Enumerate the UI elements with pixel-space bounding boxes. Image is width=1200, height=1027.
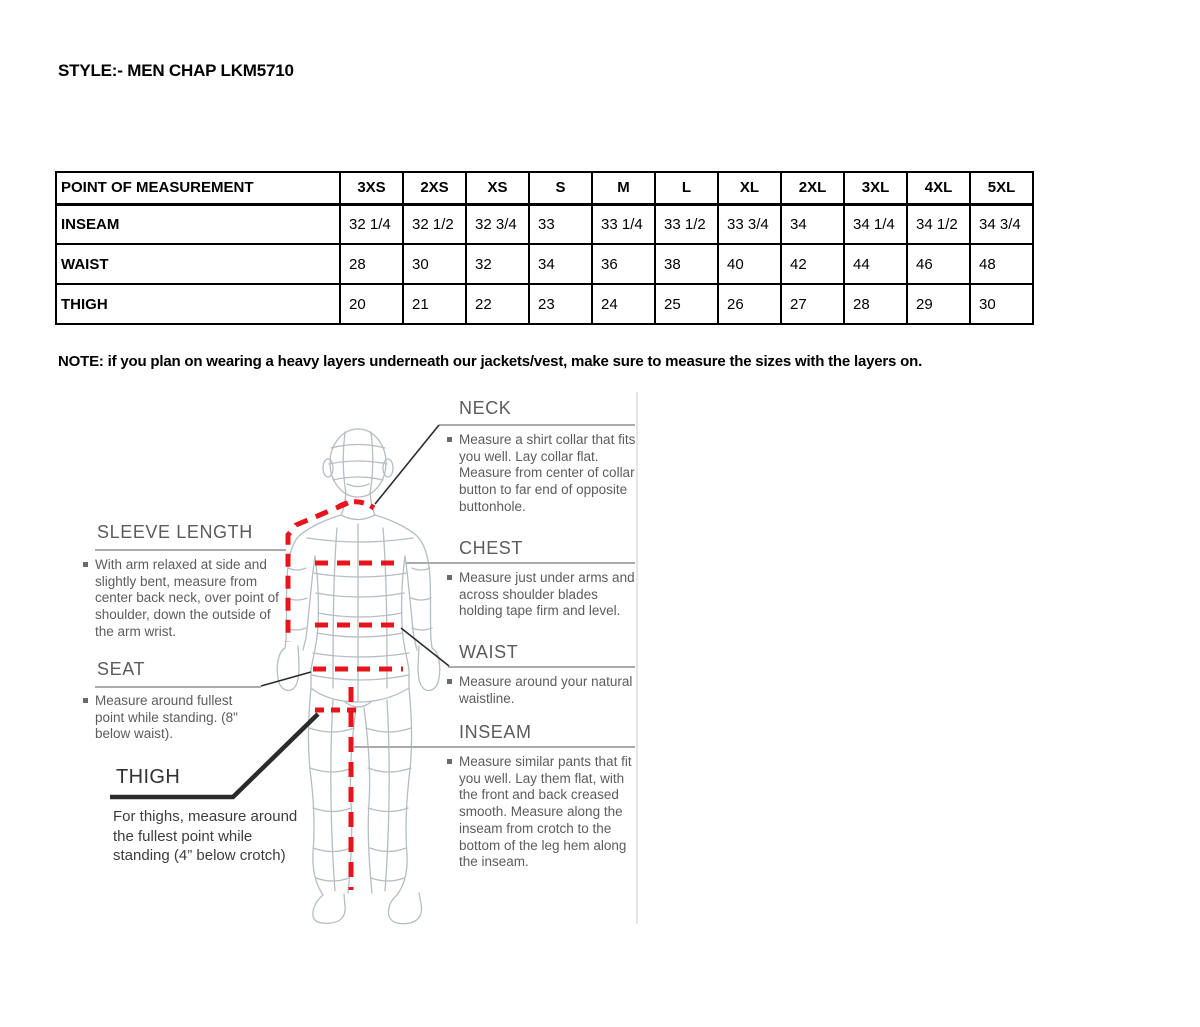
thigh-description-text: For thighs, measure around the fullest point while standing (4” below crotch) — [113, 808, 298, 864]
inseam-label: INSEAM — [459, 722, 532, 742]
size-chart — [55, 171, 1034, 325]
table-cell: 34 — [781, 204, 844, 244]
bullet-icon — [83, 698, 88, 703]
waist-callout-line — [401, 628, 449, 666]
neck-callout-line — [375, 425, 439, 504]
mannequin-ear-left — [323, 459, 333, 477]
col-header-size: XL — [718, 172, 781, 204]
table-cell: 25 — [655, 284, 718, 324]
table-row-inseam — [56, 204, 1033, 244]
table-cell: 32 — [466, 244, 529, 284]
mannequin-leg-mesh — [309, 700, 411, 891]
col-header-point-of-measurement: POINT OF MEASUREMENT — [56, 172, 340, 204]
table-cell: 40 — [718, 244, 781, 284]
layering-note: NOTE: if you plan on wearing a heavy layers underneath our jackets/vest, make sure to measure the sizes with the layers on. — [58, 353, 923, 370]
table-cell: 34 1/4 — [844, 204, 907, 244]
col-header-size: L — [655, 172, 718, 204]
inseam-description — [447, 754, 643, 871]
thigh-description — [113, 807, 308, 866]
table-cell: 44 — [844, 244, 907, 284]
table-cell: 30 — [403, 244, 466, 284]
table-cell: 23 — [529, 284, 592, 324]
waist-description — [447, 674, 639, 707]
seat-callout-line — [261, 672, 311, 686]
table-cell: 20 — [340, 284, 403, 324]
table-cell: 46 — [907, 244, 970, 284]
table-cell: 30 — [970, 284, 1033, 324]
thigh-label: THIGH — [116, 766, 181, 788]
row-label: WAIST — [56, 244, 340, 284]
table-cell: 28 — [844, 284, 907, 324]
mannequin-torso-mesh — [307, 524, 413, 702]
col-header-size: 2XL — [781, 172, 844, 204]
measurement-guide-diagram — [75, 388, 640, 928]
size-chart-table — [55, 171, 1034, 325]
table-cell: 27 — [781, 284, 844, 324]
table-cell: 28 — [340, 244, 403, 284]
waist-description-text: Measure around your natural waistline. — [459, 674, 633, 706]
neck-description-text: Measure a shirt collar that fits you well. Lay collar flat. Measure from center of collar button to far end of opposite buttonhole. — [459, 432, 636, 514]
table-cell: 33 1/2 — [655, 204, 718, 244]
col-header-size: 5XL — [970, 172, 1033, 204]
row-label: THIGH — [56, 284, 340, 324]
inseam-description-text: Measure similar pants that fit you well. Lay them flat, with the front and back creased smooth. Measure along the inseam from crotch to the bottom of the leg hem along the inseam. — [459, 754, 632, 870]
chest-description — [447, 570, 639, 620]
table-cell: 34 — [529, 244, 592, 284]
table-cell: 32 1/4 — [340, 204, 403, 244]
mannequin-head-mesh — [329, 432, 387, 494]
table-cell: 36 — [592, 244, 655, 284]
seat-description-text: Measure around fullest point while standing. (8" below waist). — [95, 693, 238, 742]
table-cell: 26 — [718, 284, 781, 324]
col-header-size: S — [529, 172, 592, 204]
table-cell: 22 — [466, 284, 529, 324]
table-cell: 33 1/4 — [592, 204, 655, 244]
seat-label: SEAT — [97, 659, 146, 679]
chest-label: CHEST — [459, 538, 524, 558]
sleeve-length-label: SLEEVE LENGTH — [97, 522, 253, 542]
bullet-icon — [447, 437, 452, 442]
col-header-size: XS — [466, 172, 529, 204]
table-cell: 33 3/4 — [718, 204, 781, 244]
row-label: INSEAM — [56, 204, 340, 244]
table-header-row — [56, 172, 1033, 204]
table-row-waist — [56, 244, 1033, 284]
table-cell: 42 — [781, 244, 844, 284]
table-cell: 34 1/2 — [907, 204, 970, 244]
table-cell: 32 3/4 — [466, 204, 529, 244]
neck-label: NECK — [459, 398, 512, 418]
table-cell: 38 — [655, 244, 718, 284]
col-header-size: 3XS — [340, 172, 403, 204]
neck-description — [447, 432, 639, 516]
table-cell: 48 — [970, 244, 1033, 284]
table-cell: 33 — [529, 204, 592, 244]
table-cell: 29 — [907, 284, 970, 324]
seat-description — [83, 693, 258, 743]
bullet-icon — [447, 575, 452, 580]
bullet-icon — [447, 759, 452, 764]
col-header-size: 2XS — [403, 172, 466, 204]
table-cell: 21 — [403, 284, 466, 324]
sleeve-length-description-text: With arm relaxed at side and slightly bent, measure from center back neck, over point of shoulder, down the outside of the arm wrist. — [95, 557, 279, 639]
page-title: STYLE:- MEN CHAP LKM5710 — [58, 61, 294, 80]
col-header-size: 4XL — [907, 172, 970, 204]
table-cell: 24 — [592, 284, 655, 324]
bullet-icon — [447, 679, 452, 684]
table-cell: 32 1/2 — [403, 204, 466, 244]
col-header-size: M — [592, 172, 655, 204]
waist-label: WAIST — [459, 642, 519, 662]
mannequin-torso — [311, 556, 409, 707]
col-header-size: 3XL — [844, 172, 907, 204]
sleeve-length-description — [83, 557, 283, 641]
chest-description-text: Measure just under arms and across shoulder blades holding tape firm and level. — [459, 570, 635, 619]
table-cell: 34 3/4 — [970, 204, 1033, 244]
mannequin-leg-right — [364, 688, 422, 924]
table-row-thigh — [56, 284, 1033, 324]
mannequin-ear-right — [383, 459, 393, 477]
bullet-icon — [83, 562, 88, 567]
